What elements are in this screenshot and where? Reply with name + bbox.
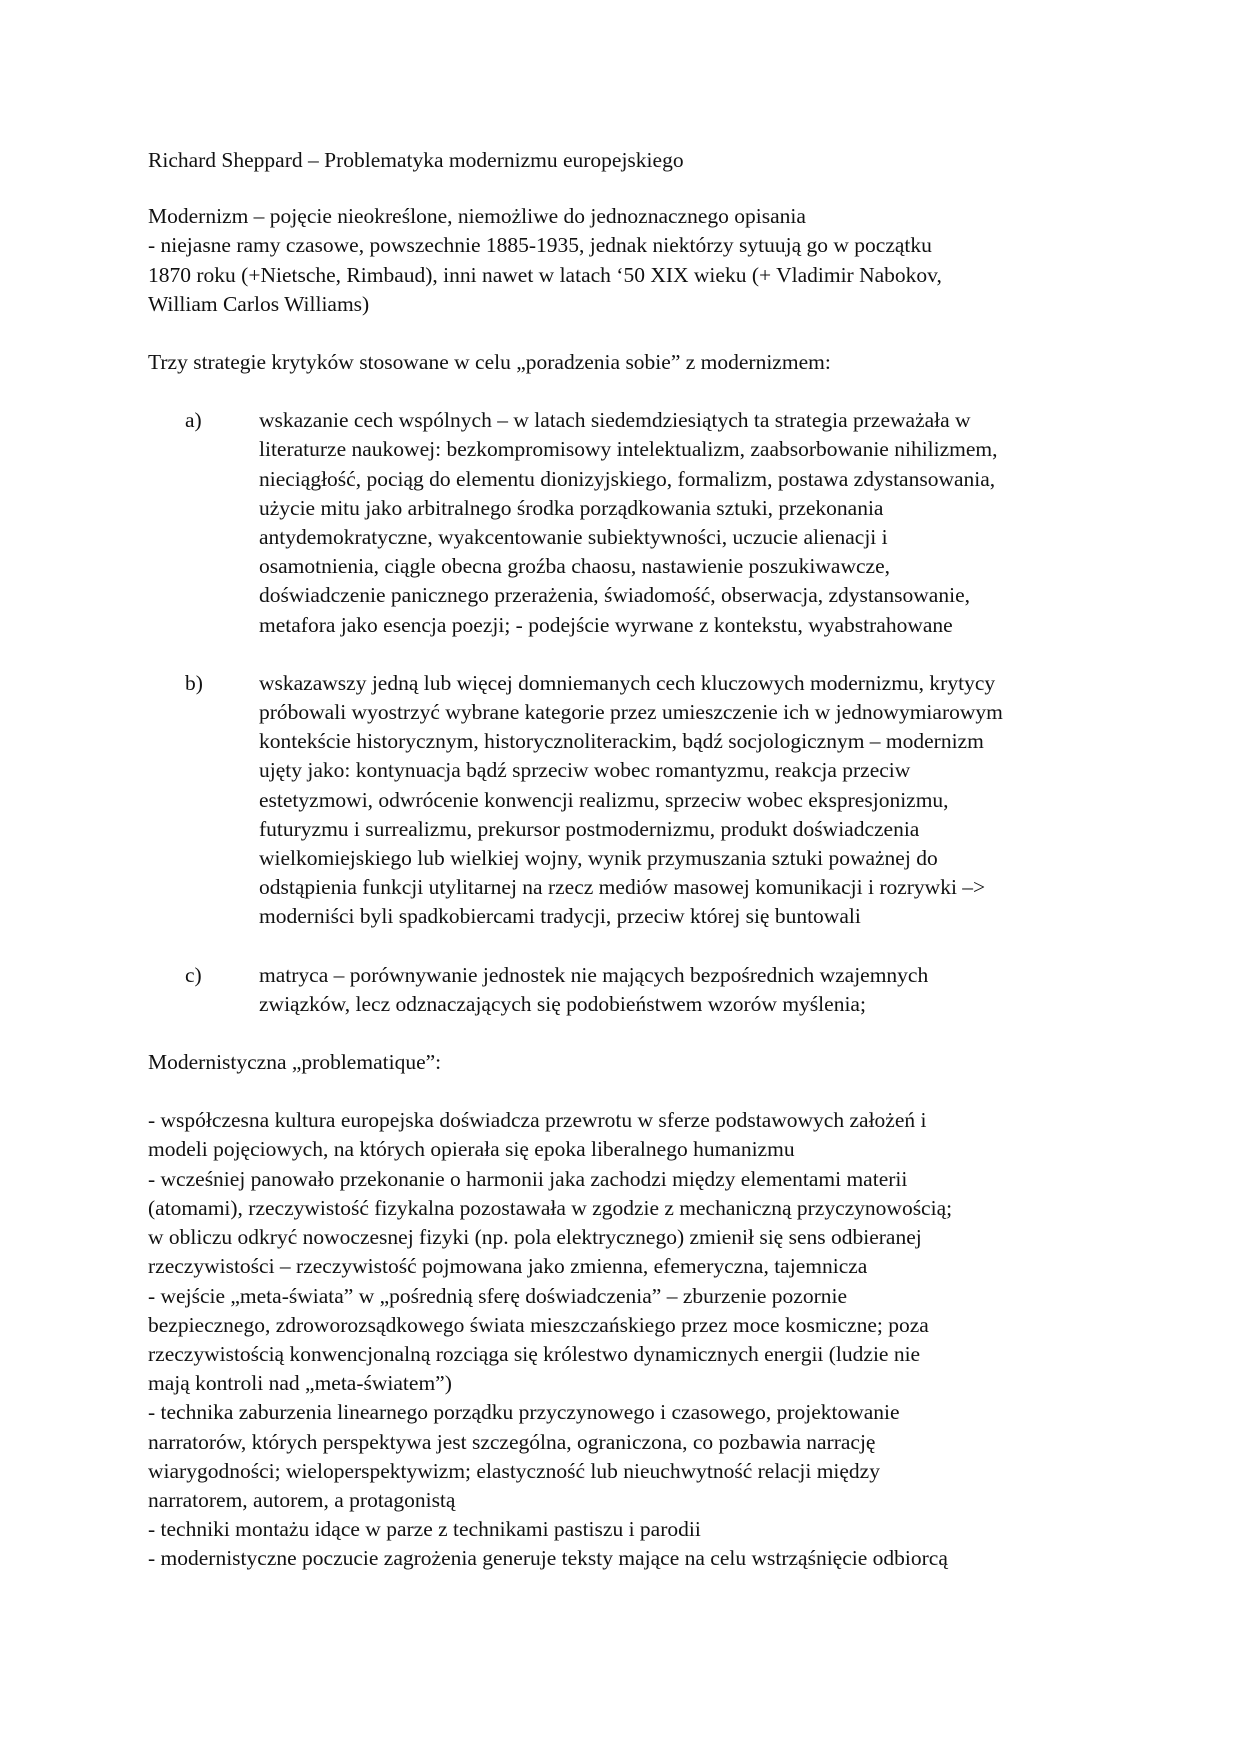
strategy-item-b xyxy=(185,669,1108,932)
strategy-line: ujęty jako: kontynuacja bądź sprzeciw wobec romantyzmu, reakcja przeciw xyxy=(259,758,911,783)
problematique-line: - modernistyczne poczucie zagrożenia generuje teksty mające na celu wstrząśnięcie odbiorcą xyxy=(148,1546,948,1571)
strategy-line: moderniści byli spadkobiercami tradycji, przeciw której się buntowali xyxy=(259,904,861,929)
list-marker: c) xyxy=(185,962,202,987)
strategy-line: próbowali wyostrzyć wybrane kategorie przez umieszczenie ich w jednowymiarowym xyxy=(259,700,1003,725)
problematique-line: - współczesna kultura europejska doświadcza przewrotu w sferze podstawowych założeń i xyxy=(148,1108,927,1133)
problematique-line: (atomami), rzeczywistość fizykalna pozostawała w zgodzie z mechaniczną przyczynowością; xyxy=(148,1195,953,1220)
strategy-line: związków, lecz odznaczających się podobieństwem wzorów myślenia; xyxy=(259,991,866,1016)
problematique-line: - techniki montażu idące w parze z technikami pastiszu i parodii xyxy=(148,1517,701,1542)
strategy-line: kontekście historycznym, historycznoliterackim, bądź socjologicznym – modernizm xyxy=(259,729,984,754)
strategy-line: literaturze naukowej: bezkompromisowy intelektualizm, zaabsorbowanie nihilizmem, xyxy=(259,437,998,462)
problematique-line: - wejście „meta-świata” w „pośrednią sferę doświadczenia” – zburzenie pozornie xyxy=(148,1283,848,1308)
intro-line: William Carlos Williams) xyxy=(148,291,370,316)
strategy-line: futuryzmu i surrealizmu, prekursor postmodernizmu, produkt doświadczenia xyxy=(259,816,920,841)
strategy-line: estetyzmowi, odwrócenie konwencji realizmu, sprzeciw wobec ekspresjonizmu, xyxy=(259,787,949,812)
strategy-item-c xyxy=(185,961,1108,1019)
strategy-line: nieciągłość, pociąg do elementu dionizyjskiego, formalizm, postawa zdystansowania, xyxy=(259,466,996,491)
intro-paragraph xyxy=(148,202,1108,319)
strategy-line: osamotnienia, ciągle obecna groźba chaosu, nastawienie poszukiwawcze, xyxy=(259,554,891,579)
strategy-line: metafora jako esencja poezji; - podejście wyrwane z kontekstu, wyabstrahowane xyxy=(259,612,953,637)
strategy-line: doświadczenie panicznego przerażenia, świadomość, obserwacja, zdystansowanie, xyxy=(259,583,970,608)
strategy-line: matryca – porównywanie jednostek nie mających bezpośrednich wzajemnych xyxy=(259,962,929,987)
strategy-line: użycie mitu jako arbitralnego środka porządkowania sztuki, przekonania xyxy=(259,495,884,520)
problematique-line: rzeczywistością konwencjonalną rozciąga się królestwo dynamicznych energii (ludzie nie xyxy=(148,1341,921,1366)
document-title: Richard Sheppard – Problematyka modernizmu europejskiego xyxy=(148,148,684,172)
problematique-line: w obliczu odkryć nowoczesnej fizyki (np. pola elektrycznego) zmienił się sens odbieranej xyxy=(148,1225,922,1250)
problematique-line: bezpiecznego, zdroworozsądkowego świata mieszczańskiego przez moce kosmiczne; poza xyxy=(148,1312,929,1337)
problematique-line: narratorem, autorem, a protagonistą xyxy=(148,1487,456,1512)
problematique-line: - wcześniej panowało przekonanie o harmonii jaka zachodzi między elementami materii xyxy=(148,1166,908,1191)
list-marker: b) xyxy=(185,670,203,695)
problematique-list xyxy=(148,1106,1108,1573)
problematique-heading: Modernistyczna „problematique”: xyxy=(148,1050,442,1075)
problematique-line: rzeczywistości – rzeczywistość pojmowana jako zmienna, efemeryczna, tajemnicza xyxy=(148,1254,868,1279)
problematique-line: mają kontroli nad „meta-światem”) xyxy=(148,1371,452,1396)
intro-line: Modernizm – pojęcie nieokreślone, niemożliwe do jednoznacznego opisania xyxy=(148,204,806,229)
intro-line: - niejasne ramy czasowe, powszechnie 1885-1935, jednak niektórzy sytuują go w początku xyxy=(148,233,932,258)
problematique-line: wiarygodności; wieloperspektywizm; elastyczność lub nieuchwytność relacji między xyxy=(148,1458,880,1483)
list-marker: a) xyxy=(185,408,202,433)
intro-line: 1870 roku (+Nietsche, Rimbaud), inni nawet w latach ‘50 XIX wieku (+ Vladimir Nabokov, xyxy=(148,262,942,287)
strategies-heading: Trzy strategie krytyków stosowane w celu „poradzenia sobie” z modernizmem: xyxy=(148,350,831,375)
problematique-line: modeli pojęciowych, na których opierała się epoka liberalnego humanizmu xyxy=(148,1137,795,1162)
strategy-item-a xyxy=(185,406,1108,640)
strategy-line: antydemokratyczne, wyakcentowanie subiektywności, uczucie alienacji i xyxy=(259,525,888,550)
strategy-line: wskazawszy jedną lub więcej domniemanych cech kluczowych modernizmu, krytycy xyxy=(259,670,996,695)
problematique-line: narratorów, których perspektywa jest szczególna, ograniczona, co pozbawia narrację xyxy=(148,1429,876,1454)
strategy-line: wskazanie cech wspólnych – w latach siedemdziesiątych ta strategia przeważała w xyxy=(259,408,971,433)
strategy-line: wielkomiejskiego lub wielkiej wojny, wynik przymuszania sztuki poważnej do xyxy=(259,846,938,871)
document-page xyxy=(148,146,1108,1574)
problematique-line: - technika zaburzenia linearnego porządku przyczynowego i czasowego, projektowanie xyxy=(148,1400,900,1425)
strategy-line: odstąpienia funkcji utylitarnej na rzecz mediów masowej komunikacji i rozrywki –> xyxy=(259,875,986,900)
